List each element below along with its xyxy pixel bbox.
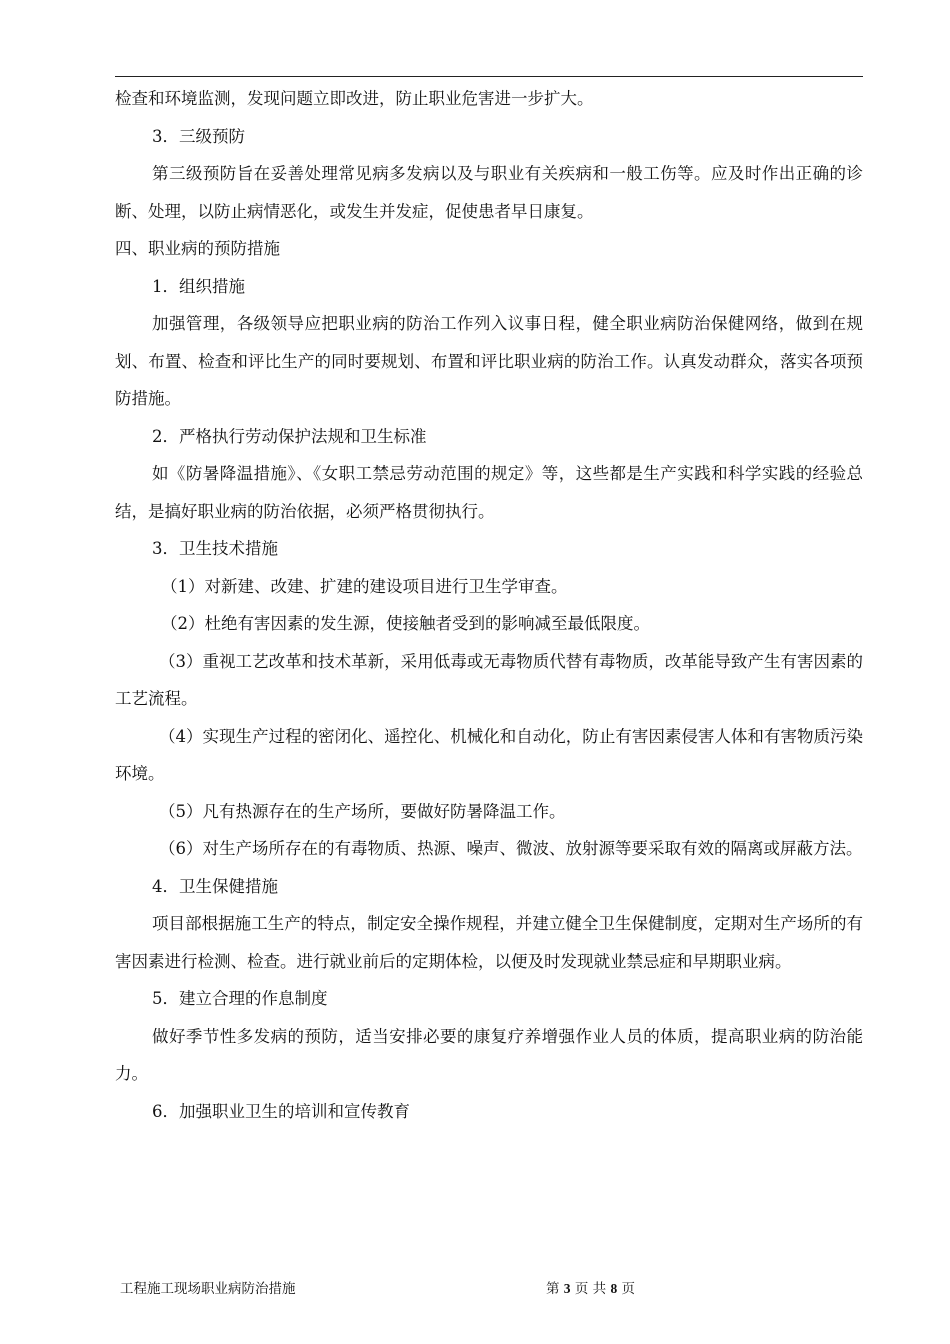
paragraph-tertiary-prevention: 第三级预防旨在妥善处理常见病多发病以及与职业有关疾病和一般工伤等。应及时作出正确的诊断、处理，以防止病情恶化，或发生并发症，促使患者早日康复。 <box>115 164 863 221</box>
footer-page-number <box>546 1280 635 1298</box>
page-middle: 页 共 <box>574 1281 607 1297</box>
list-item-technical-3: （3）重视工艺改革和技术革新，采用低毒或无毒物质代替有毒物质，改革能导致产生有害因素的工艺流程。 <box>115 651 863 708</box>
paragraph-work-rest: 做好季节性多发病的预防，适当安排必要的康复疗养增强作业人员的体质，提高职业病的防治能力。 <box>115 1026 863 1083</box>
subheading-health-care: 4．卫生保健措施 <box>152 876 278 896</box>
subheading-work-rest: 5．建立合理的作息制度 <box>152 989 328 1008</box>
paragraph-health-care: 项目部根据施工生产的特点，制定安全操作规程，并建立健全卫生保健制度，定期对生产场所的有害因素进行检测、检查。进行就业前后的定期体检，以便及时发现就业禁忌症和早期职业病。 <box>115 914 863 971</box>
paragraph-regulations: 如《防暑降温措施》、《女职工禁忌劳动范围的规定》等，这些都是生产实践和科学实践的经验总结，是搞好职业病的防治依据，必须严格贯彻执行。 <box>115 464 863 521</box>
footer-document-title: 工程施工现场职业病防治措施 <box>120 1281 296 1297</box>
page-current: 3 <box>563 1281 571 1296</box>
paragraph-organizational-measures: 加强管理，各级领导应把职业病的防治工作列入议事日程，健全职业病防治保健网络，做到在规划、布置、检查和评比生产的同时要规划、布置和评比职业病的防治工作。认真发动群众，落实各项预防措施。 <box>115 314 863 408</box>
list-item-technical-5: （5）凡有热源存在的生产场所，要做好防暑降温工作。 <box>159 801 566 821</box>
page-suffix: 页 <box>621 1281 635 1297</box>
list-item-technical-1: （1）对新建、改建、扩建的建设项目进行卫生学审查。 <box>161 576 568 596</box>
subheading-organizational-measures: 1．组织措施 <box>152 276 245 296</box>
header-rule <box>115 76 863 77</box>
page-prefix: 第 <box>546 1281 560 1297</box>
paragraph-continuation: 检查和环境监测，发现问题立即改进，防止职业危害进一步扩大。 <box>115 89 594 108</box>
page-total: 8 <box>610 1281 618 1296</box>
subheading-tertiary-prevention: 3．三级预防 <box>152 126 245 146</box>
list-item-technical-4: （4）实现生产过程的密闭化、遥控化、机械化和自动化，防止有害因素侵害人体和有害物质污染环境。 <box>115 726 863 783</box>
document-body <box>115 80 863 1130</box>
subheading-training: 6．加强职业卫生的培训和宣传教育 <box>152 1101 410 1121</box>
subheading-regulations: 2．严格执行劳动保护法规和卫生标准 <box>152 426 427 446</box>
section-heading-prevention-measures: 四、职业病的预防措施 <box>115 239 280 258</box>
list-item-technical-6: （6）对生产场所存在的有毒物质、热源、噪声、微波、放射源等要采取有效的隔离或屏蔽方法。 <box>159 839 863 858</box>
list-item-technical-2: （2）杜绝有害因素的发生源，使接触者受到的影响减至最低限度。 <box>161 614 650 633</box>
subheading-technical-measures: 3．卫生技术措施 <box>152 539 278 558</box>
